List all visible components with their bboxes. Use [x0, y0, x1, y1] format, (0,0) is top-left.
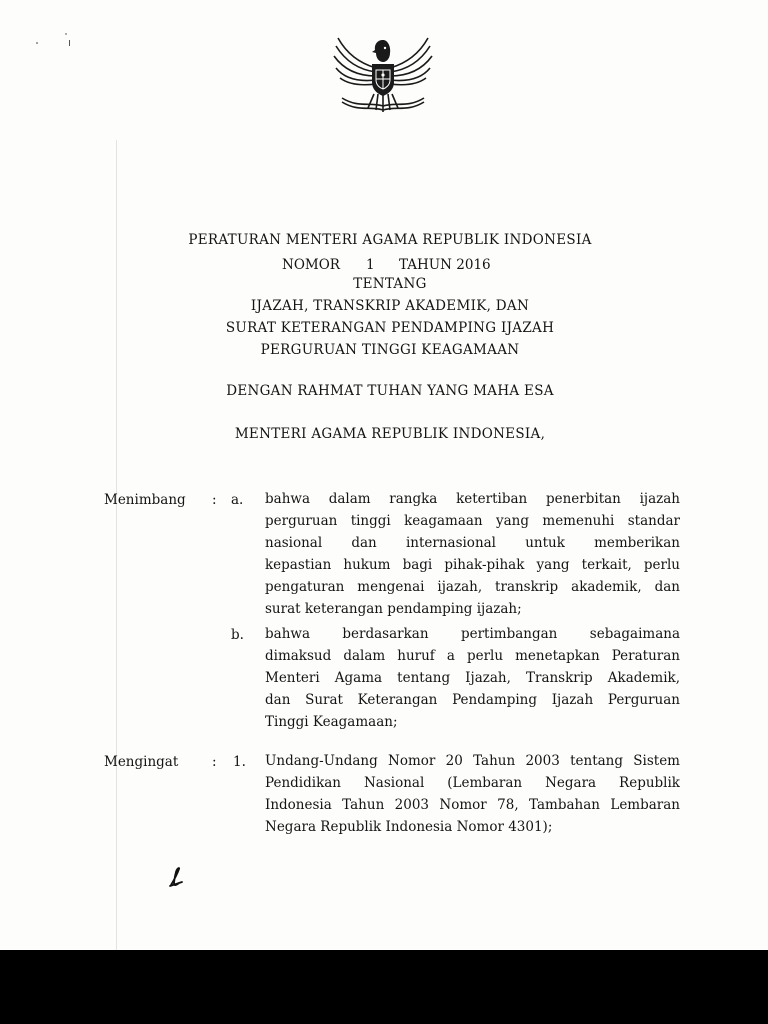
item-marker: a. — [231, 492, 244, 508]
section-colon: : — [212, 492, 217, 508]
nomor-label: NOMOR — [282, 257, 340, 273]
tahun-label: TAHUN 2016 — [399, 257, 491, 273]
clause-line: Menteri Agama tentang Ijazah, Transkrip Akademik, — [265, 670, 680, 686]
section-label-menimbang: Menimbang — [104, 492, 186, 508]
clause-line: dan Surat Keterangan Pendamping Ijazah Perguruan — [265, 692, 680, 708]
item-marker: 1. — [233, 754, 246, 770]
clause-line: kepastian hukum bagi pihak-pihak yang terkait, perlu — [265, 557, 680, 573]
clause-line: surat keterangan pendamping ijazah; — [265, 601, 522, 617]
handwritten-initial — [168, 866, 188, 888]
clause-line: Tinggi Keagamaan; — [265, 714, 398, 730]
invocation: DENGAN RAHMAT TUHAN YANG MAHA ESA — [226, 383, 554, 399]
subject-line: PERGURUAN TINGGI KEAGAMAAN — [260, 342, 520, 358]
item-marker: b. — [231, 627, 244, 643]
scan-fold-line — [116, 140, 117, 950]
tentang-heading: TENTANG — [353, 276, 427, 292]
clause-line: perguruan tinggi keagamaan yang memenuhi standar — [265, 513, 680, 529]
clause-line: bahwa dalam rangka ketertiban penerbitan ijazah — [265, 491, 680, 507]
clause-line: Pendidikan Nasional (Lembaran Negara Republik — [265, 775, 680, 791]
clause-line: pengaturan mengenai ijazah, transkrip akademik, dan — [265, 579, 680, 595]
subject-line: SURAT KETERANGAN PENDAMPING IJAZAH — [225, 320, 555, 336]
garuda-emblem-icon — [328, 28, 438, 116]
section-label-mengingat: Mengingat — [104, 754, 179, 770]
clause-line: nasional dan internasional untuk memberikan — [265, 535, 680, 551]
section-colon: : — [212, 754, 217, 770]
clause-line: Undang-Undang Nomor 20 Tahun 2003 tentang Sistem — [265, 753, 680, 769]
regulation-title: PERATURAN MENTERI AGAMA REPUBLIK INDONESIA — [188, 232, 592, 248]
clause-line: Negara Republik Indonesia Nomor 4301); — [265, 819, 553, 835]
subject-line: IJAZAH, TRANSKRIP AKADEMIK, DAN — [250, 298, 530, 314]
scan-specks — [30, 30, 80, 60]
clause-line: bahwa berdasarkan pertimbangan sebagaimana — [265, 626, 680, 642]
nomor-value: 1 — [366, 257, 375, 273]
clause-line: dimaksud dalam huruf a perlu menetapkan Peraturan — [265, 648, 680, 664]
clause-line: Indonesia Tahun 2003 Nomor 78, Tambahan Lembaran — [265, 797, 680, 813]
issuer: MENTERI AGAMA REPUBLIK INDONESIA, — [234, 426, 546, 442]
